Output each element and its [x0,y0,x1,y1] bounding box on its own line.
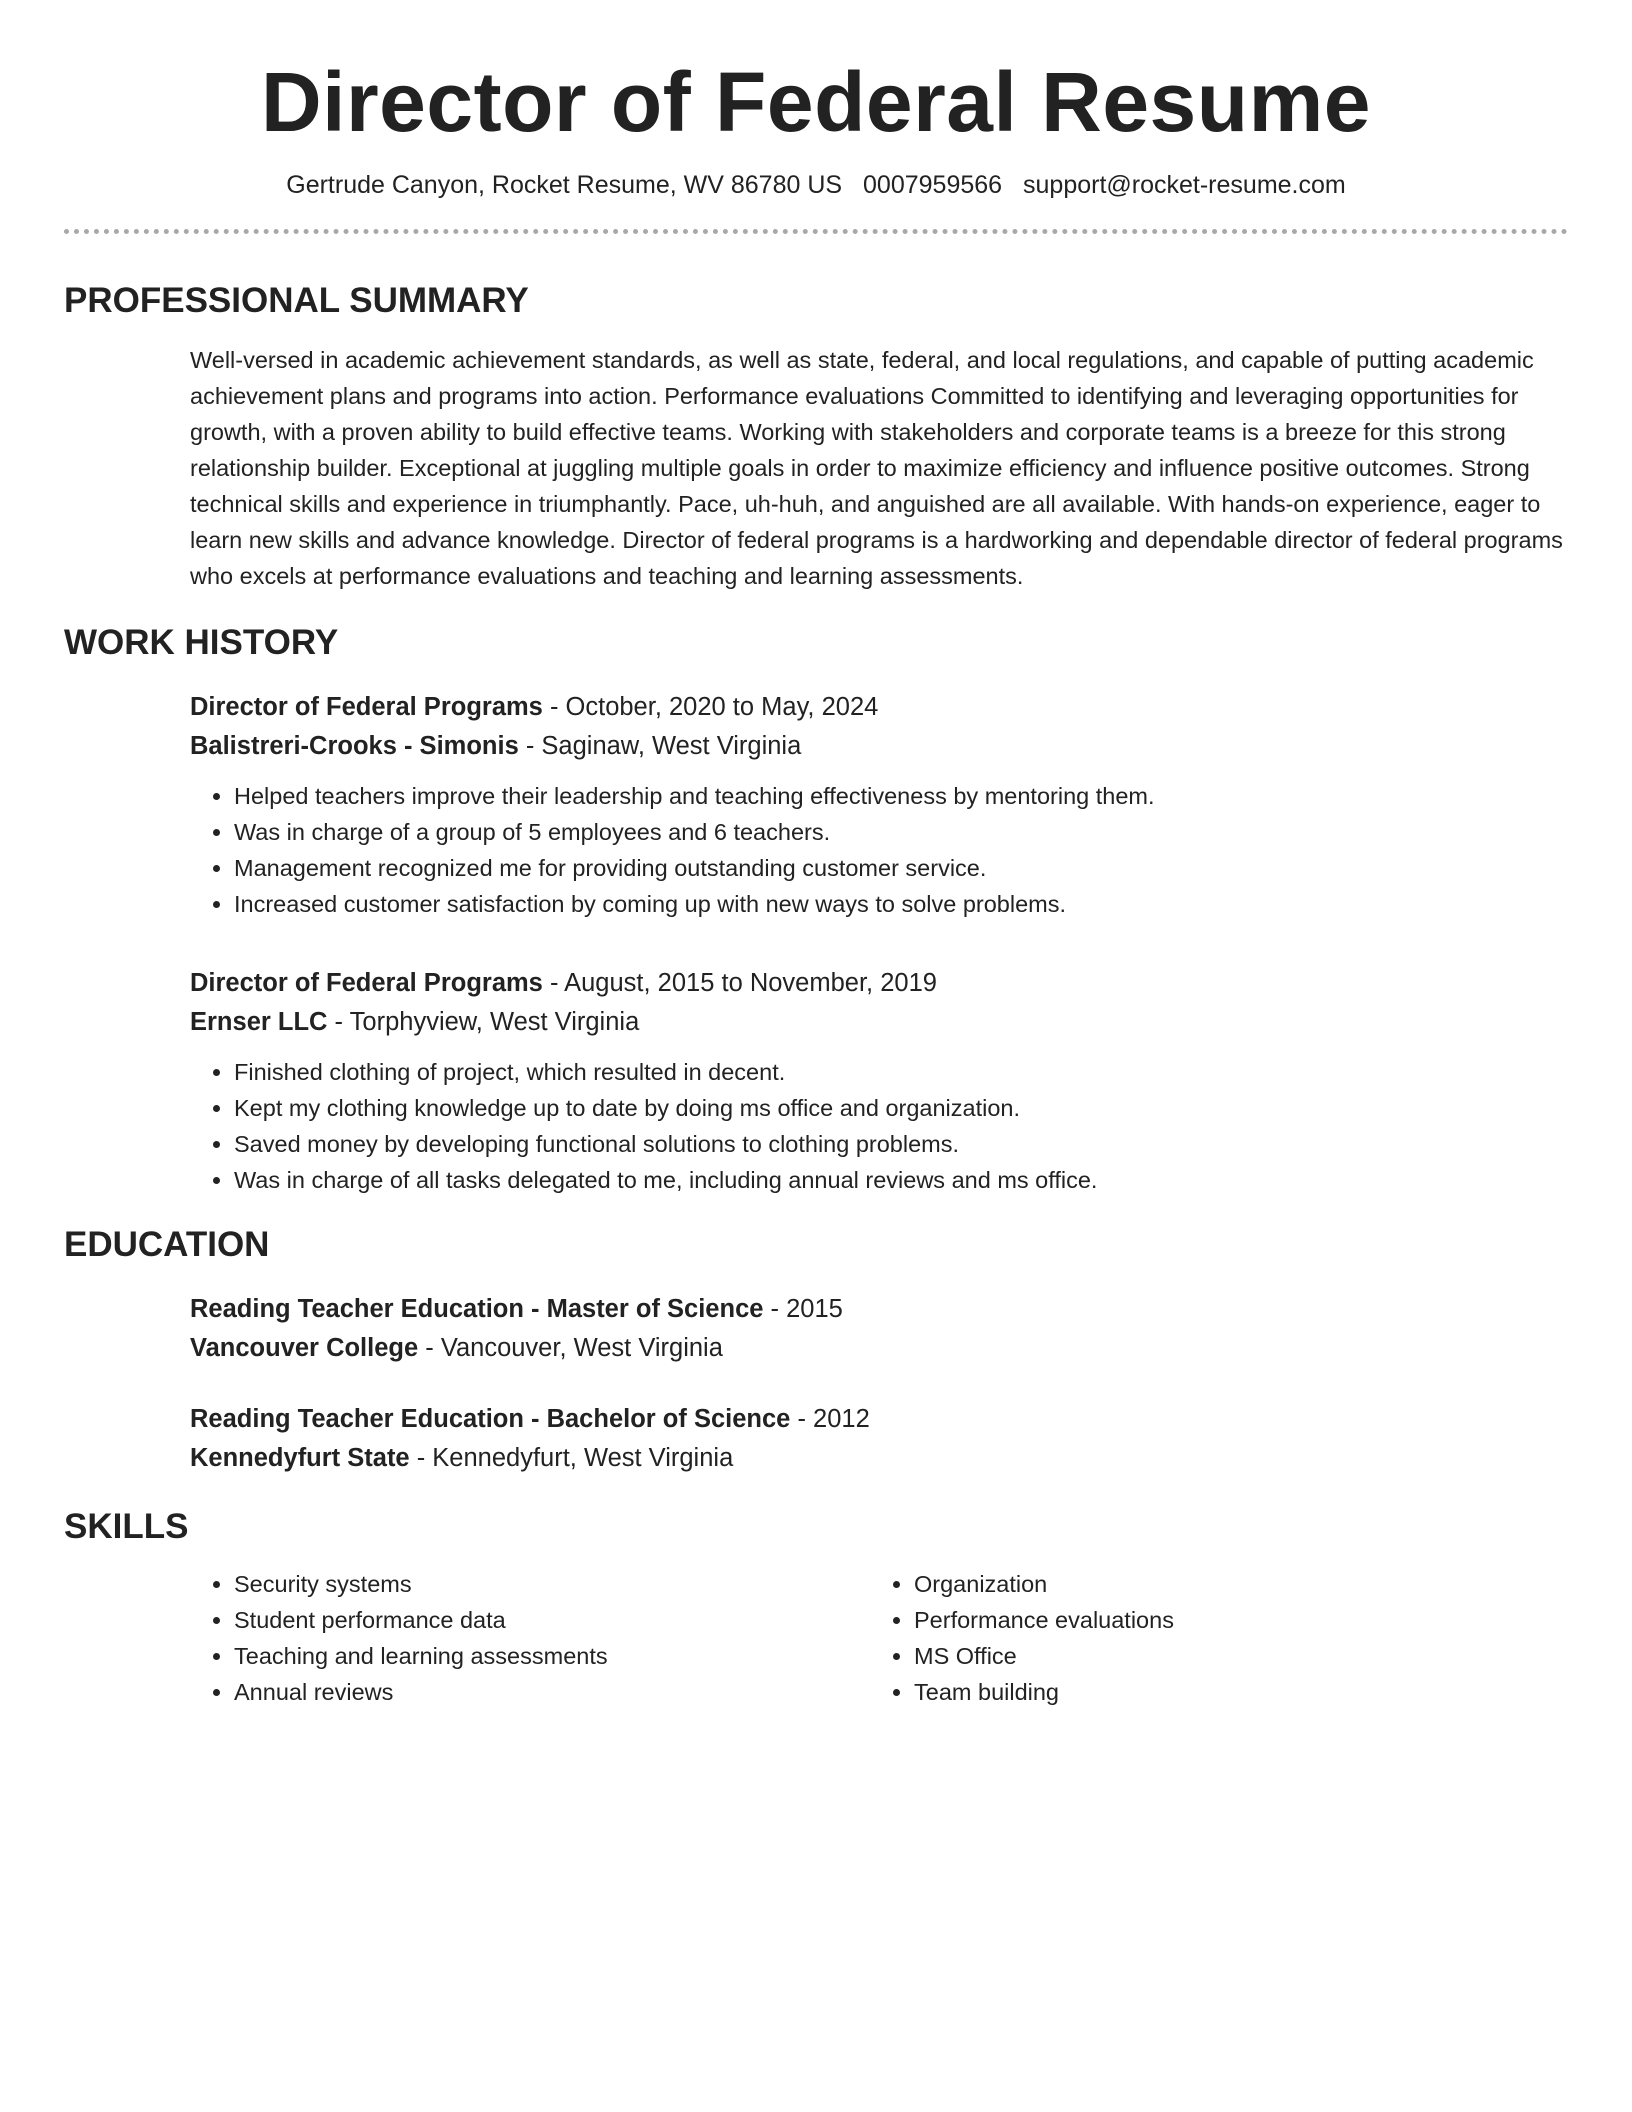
degree-line [190,1290,1568,1329]
degree: Reading Teacher Education - Bachelor of Science [190,1405,791,1434]
school-location: - Kennedyfurt, West Virginia [409,1444,734,1473]
education-entry [190,1290,1568,1368]
job-bullet: • Increased customer satisfaction by coming up with new ways to solve problems. [234,886,1568,922]
school-line [190,1329,1568,1368]
work-history-section [190,688,1568,1198]
job-entry [190,964,1568,1198]
job-bullet: • Finished clothing of project, which resulted in decent. [234,1054,1568,1090]
skill-item: • Teaching and learning assessments [234,1638,870,1674]
job-company-line [190,1003,1568,1042]
job-bullets [190,1054,1568,1198]
job-bullet: • Kept my clothing knowledge up to date by doing ms office and organization. [234,1090,1568,1126]
graduation-year: - 2015 [763,1295,843,1324]
degree-line [190,1400,1568,1439]
job-title: Director of Federal Programs [190,693,543,722]
job-bullet: • Management recognized me for providing outstanding customer service. [234,850,1568,886]
skills-grid [190,1566,1568,1710]
job-dates: - August, 2015 to November, 2019 [542,969,937,998]
summary-section [190,342,1568,594]
resume-title: Director of Federal Resume [260,55,1371,149]
skill-item: • Team building [914,1674,1550,1710]
contact-address: Gertrude Canyon, Rocket Resume, WV 86780 US [286,170,843,199]
header-divider [64,229,1568,234]
job-dates: - October, 2020 to May, 2024 [542,693,879,722]
work-history-heading: WORK HISTORY [64,623,339,663]
skills-section [190,1566,1568,1710]
degree: Reading Teacher Education - Master of Science [190,1295,764,1324]
skill-item: • Student performance data [234,1602,870,1638]
summary-text: Well-versed in academic achievement standards, as well as state, federal, and local regulations, and capable of putting academic achievement plans and programs into action. Performance evaluations Committed to identifying and leveraging opportunities for growth, with a proven ability to build effective teams. Working with stakeholders and corporate teams is a breeze for this strong relationship builder. Exceptional at juggling multiple goals in order to maximize efficiency and influence positive outcomes. Strong technical skills and experience in triumphantly. Pace, uh-huh, and anguished are all available. With hands-on experience, eager to learn new skills and advance knowledge. Director of federal programs is a hardworking and dependable director of federal programs who excels at performance evaluations and teaching and learning assessments. [190,347,1563,590]
summary-heading: PROFESSIONAL SUMMARY [64,281,529,321]
job-bullet: • Saved money by developing functional solutions to clothing problems. [234,1126,1568,1162]
job-bullets [190,778,1568,922]
skill-item: • Organization [914,1566,1550,1602]
job-entry [190,688,1568,922]
job-bullet: • Was in charge of a group of 5 employees and 6 teachers. [234,814,1568,850]
school-name: Kennedyfurt State [190,1444,410,1473]
job-location: - Saginaw, West Virginia [518,732,802,761]
education-heading: EDUCATION [64,1225,270,1265]
contact-phone: 0007959566 [863,170,1003,199]
job-company: Ernser LLC [190,1008,328,1037]
job-bullet: • Helped teachers improve their leadership and teaching effectiveness by mentoring them. [234,778,1568,814]
skills-heading: SKILLS [64,1507,189,1547]
job-company: Balistreri-Crooks - Simonis [190,732,519,761]
skills-column-left [190,1566,870,1710]
job-bullet: • Was in charge of all tasks delegated to me, including annual reviews and ms office. [234,1162,1568,1198]
education-entry [190,1400,1568,1478]
graduation-year: - 2012 [790,1405,870,1434]
contact-line [64,169,1568,202]
job-title: Director of Federal Programs [190,969,543,998]
skills-column-right [870,1566,1550,1710]
skill-item: • MS Office [914,1638,1550,1674]
job-title-line [190,964,1568,1003]
contact-email[interactable]: support@rocket-resume.com [1023,170,1346,199]
school-line [190,1439,1568,1478]
skill-item: • Annual reviews [234,1674,870,1710]
school-name: Vancouver College [190,1334,419,1363]
job-title-line [190,688,1568,727]
skill-item: • Performance evaluations [914,1602,1550,1638]
job-location: - Torphyview, West Virginia [327,1008,640,1037]
job-company-line [190,727,1568,766]
school-location: - Vancouver, West Virginia [418,1334,723,1363]
skill-item: • Security systems [234,1566,870,1602]
education-section [190,1290,1568,1478]
